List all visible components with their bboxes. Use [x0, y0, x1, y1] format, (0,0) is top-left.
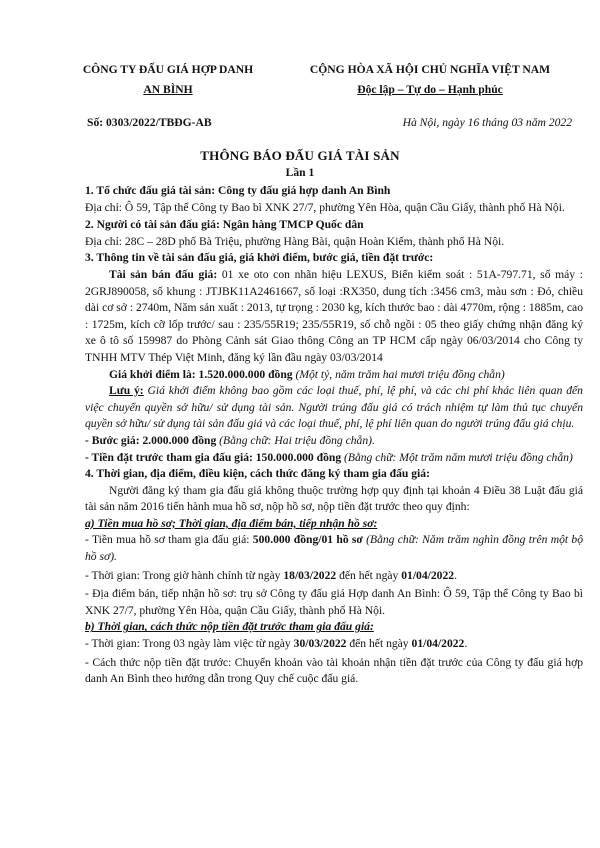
sale-period-start: 18/03/2022 — [283, 568, 337, 582]
starting-price — [85, 367, 583, 384]
deposit-period-dot: . — [464, 637, 468, 651]
organization-name: CÔNG TY ĐẤU GIÁ HỢP DANH — [82, 63, 254, 76]
section-2-heading: 2. Người có tài sản đấu giá: Ngân hàng TMCP Quốc dân — [85, 218, 364, 232]
deposit-period-start: 30/03/2022 — [293, 637, 347, 651]
document-body — [85, 183, 583, 688]
deposit-words: (Bằng chữ: Một trăm năm mươi triệu đồng chẵn) — [341, 450, 573, 464]
section-3-heading: 3. Thông tin về tài sản đấu giá, giá khởi điểm, bước giá, tiền đặt trước: — [85, 251, 434, 265]
document-fee-amount: 500.000 đồng/01 hồ sơ — [252, 533, 363, 547]
bid-step — [85, 433, 583, 450]
bid-step-words: (Bằng chữ: Hai triệu đồng chẵn). — [216, 433, 375, 447]
national-motto-block — [270, 60, 590, 100]
sale-period-dot: . — [454, 568, 457, 582]
organization-name-line2: AN BÌNH — [143, 83, 193, 96]
sale-location: - Địa điểm bán, tiếp nhận hồ sơ: trụ sở Công ty đấu giá Hợp danh An Bình: Ô 59, Tập thể Công ty Bao bì XNK 27/7, phường Yên Hòa, quận Cầu Giấy, thành phố Hà Nội. — [85, 587, 583, 617]
deposit-period-end: 01/04/2022 — [411, 637, 465, 651]
note-paragraph — [85, 383, 583, 433]
deposit-period-mid: đến hết ngày — [346, 637, 412, 651]
starting-price-words: (Một tỷ, năm trăm hai mươi triệu đồng chẵn) — [292, 367, 505, 381]
document-fee — [85, 532, 583, 565]
reference-number: Số: 0303/2022/TBĐG-AB — [87, 116, 212, 129]
section-1-heading: 1. Tổ chức đấu giá tài sản: Công ty đấu giá hợp danh An Bình — [85, 184, 391, 197]
deposit-label: - Tiền đặt trước tham gia đấu giá: 150.000.000 đồng — [85, 450, 342, 464]
motto: Độc lập – Tự do – Hạnh phúc — [357, 83, 503, 96]
section-2-address: Địa chỉ: 28C – 28D phố Bà Triệu, phường Hàng Bài, quận Hoàn Kiếm, thành phố Hà Nội. — [85, 234, 505, 248]
starting-price-label: Giá khởi điểm là: 1.520.000.000 đồng — [109, 367, 293, 381]
document-fee-prefix: - Tiền mua hồ sơ tham gia đấu giá: — [85, 533, 253, 547]
deposit-period — [85, 636, 583, 653]
section-4-heading: 4. Thời gian, địa điểm, điều kiện, cách thức đăng ký tham gia đấu giá: — [85, 467, 430, 481]
deposit — [85, 450, 583, 467]
note-label: Lưu ý: — [109, 384, 144, 398]
asset-label: Tài sản bán đấu giá: — [109, 267, 218, 281]
organization-block — [68, 60, 268, 100]
country-name: CỘNG HÒA XÃ HỘI CHỦ NGHĨA VIỆT NAM — [309, 63, 551, 76]
subsection-b-heading: b) Thời gian, cách thức nộp tiền đặt trước tham gia đấu giá: — [85, 620, 374, 634]
sale-period-mid: đến hết ngày — [336, 568, 402, 582]
issue-date: Hà Nội, ngày 16 tháng 03 năm 2022 — [402, 116, 572, 129]
asset-text: 01 xe oto con nhãn hiệu LEXUS, Biển kiểm soát : 51A-797.71, số máy : 2GRJ890058, số khung : JTJBK11A2461667, số loại :RX350, dung tích :3456 cm3, màu sơn : Đỏ, chiều dài cơ sở : 2740m, Năm sản xuất : 2013, tự trọng : 2030 kg, kích thước bao : dài 4770m, rộng : 1885m, cao : 1725m, kích cỡ lốp trước/ sau : 235/55R19; 235/55R19, số chỗ ngồi : 05 theo giấy chứng nhận đăng ký xe ô tô số 159987 do Phòng Cảnh sát Giao thông Công an TP HCM cấp ngày 06/03/2014 cho Công ty TNHH MTV Thép Việt Minh, đăng ký lần đầu ngày 03/03/2014 — [85, 267, 583, 364]
bid-step-label: - Bước giá: 2.000.000 đồng — [85, 433, 217, 447]
asset-description — [85, 267, 583, 367]
deposit-method: - Cách thức nộp tiền đặt trước: Chuyển khoản vào tài khoản nhận tiền đặt trước của Công ty đấu giá hợp danh An Bình theo hướng dẫn trong Quy chế cuộc đấu giá. — [85, 655, 583, 686]
sale-period-prefix: - Thời gian: Trong giờ hành chính từ ngày — [85, 568, 284, 582]
document-title: THÔNG BÁO ĐẤU GIÁ TÀI SẢN — [200, 148, 400, 163]
document-subtitle: Lần 1 — [285, 166, 315, 179]
note-text: Giá khởi điểm không bao gồm các loại thuế, phí, lệ phí, và các chi phí khác liên quan đến việc chuyển quyền sở hữu/ sử dụng tài sản. Người trúng đấu giá có trách nhiệm tự làm thủ tục chuyển quyền sở hữu/ sử dụng tài sản đấu giá và các loại thuế, phí, lệ phí liên quan do người trúng đấu giá chịu. — [85, 384, 583, 431]
sale-period — [85, 568, 583, 585]
document-fee-words: (Bằng chữ: Năm trăm nghìn đồng trên một bộ hồ sơ). — [85, 533, 584, 564]
sale-period-end: 01/04/2022 — [401, 568, 455, 582]
section-4-intro: Người đăng ký tham gia đấu giá không thuộc trường hợp quy định tại khoản 4 Điều 38 Luật đấu giá tài sản năm 2016 tiến hành mua hồ sơ, nộp hồ sơ, nộp tiền đặt trước theo quy định: — [85, 483, 583, 514]
section-1-address: Địa chỉ: Ô 59, Tập thể Công ty Bao bì XNK 27/7, phường Yên Hòa, quận Cầu Giấy, thành phố Hà Nội. — [85, 200, 565, 214]
subsection-a-heading: a) Tiền mua hồ sơ; Thời gian, địa điểm bán, tiếp nhận hồ sơ: — [85, 516, 378, 530]
deposit-period-prefix: - Thời gian: Trong 03 ngày làm việc từ ngày — [85, 637, 294, 651]
